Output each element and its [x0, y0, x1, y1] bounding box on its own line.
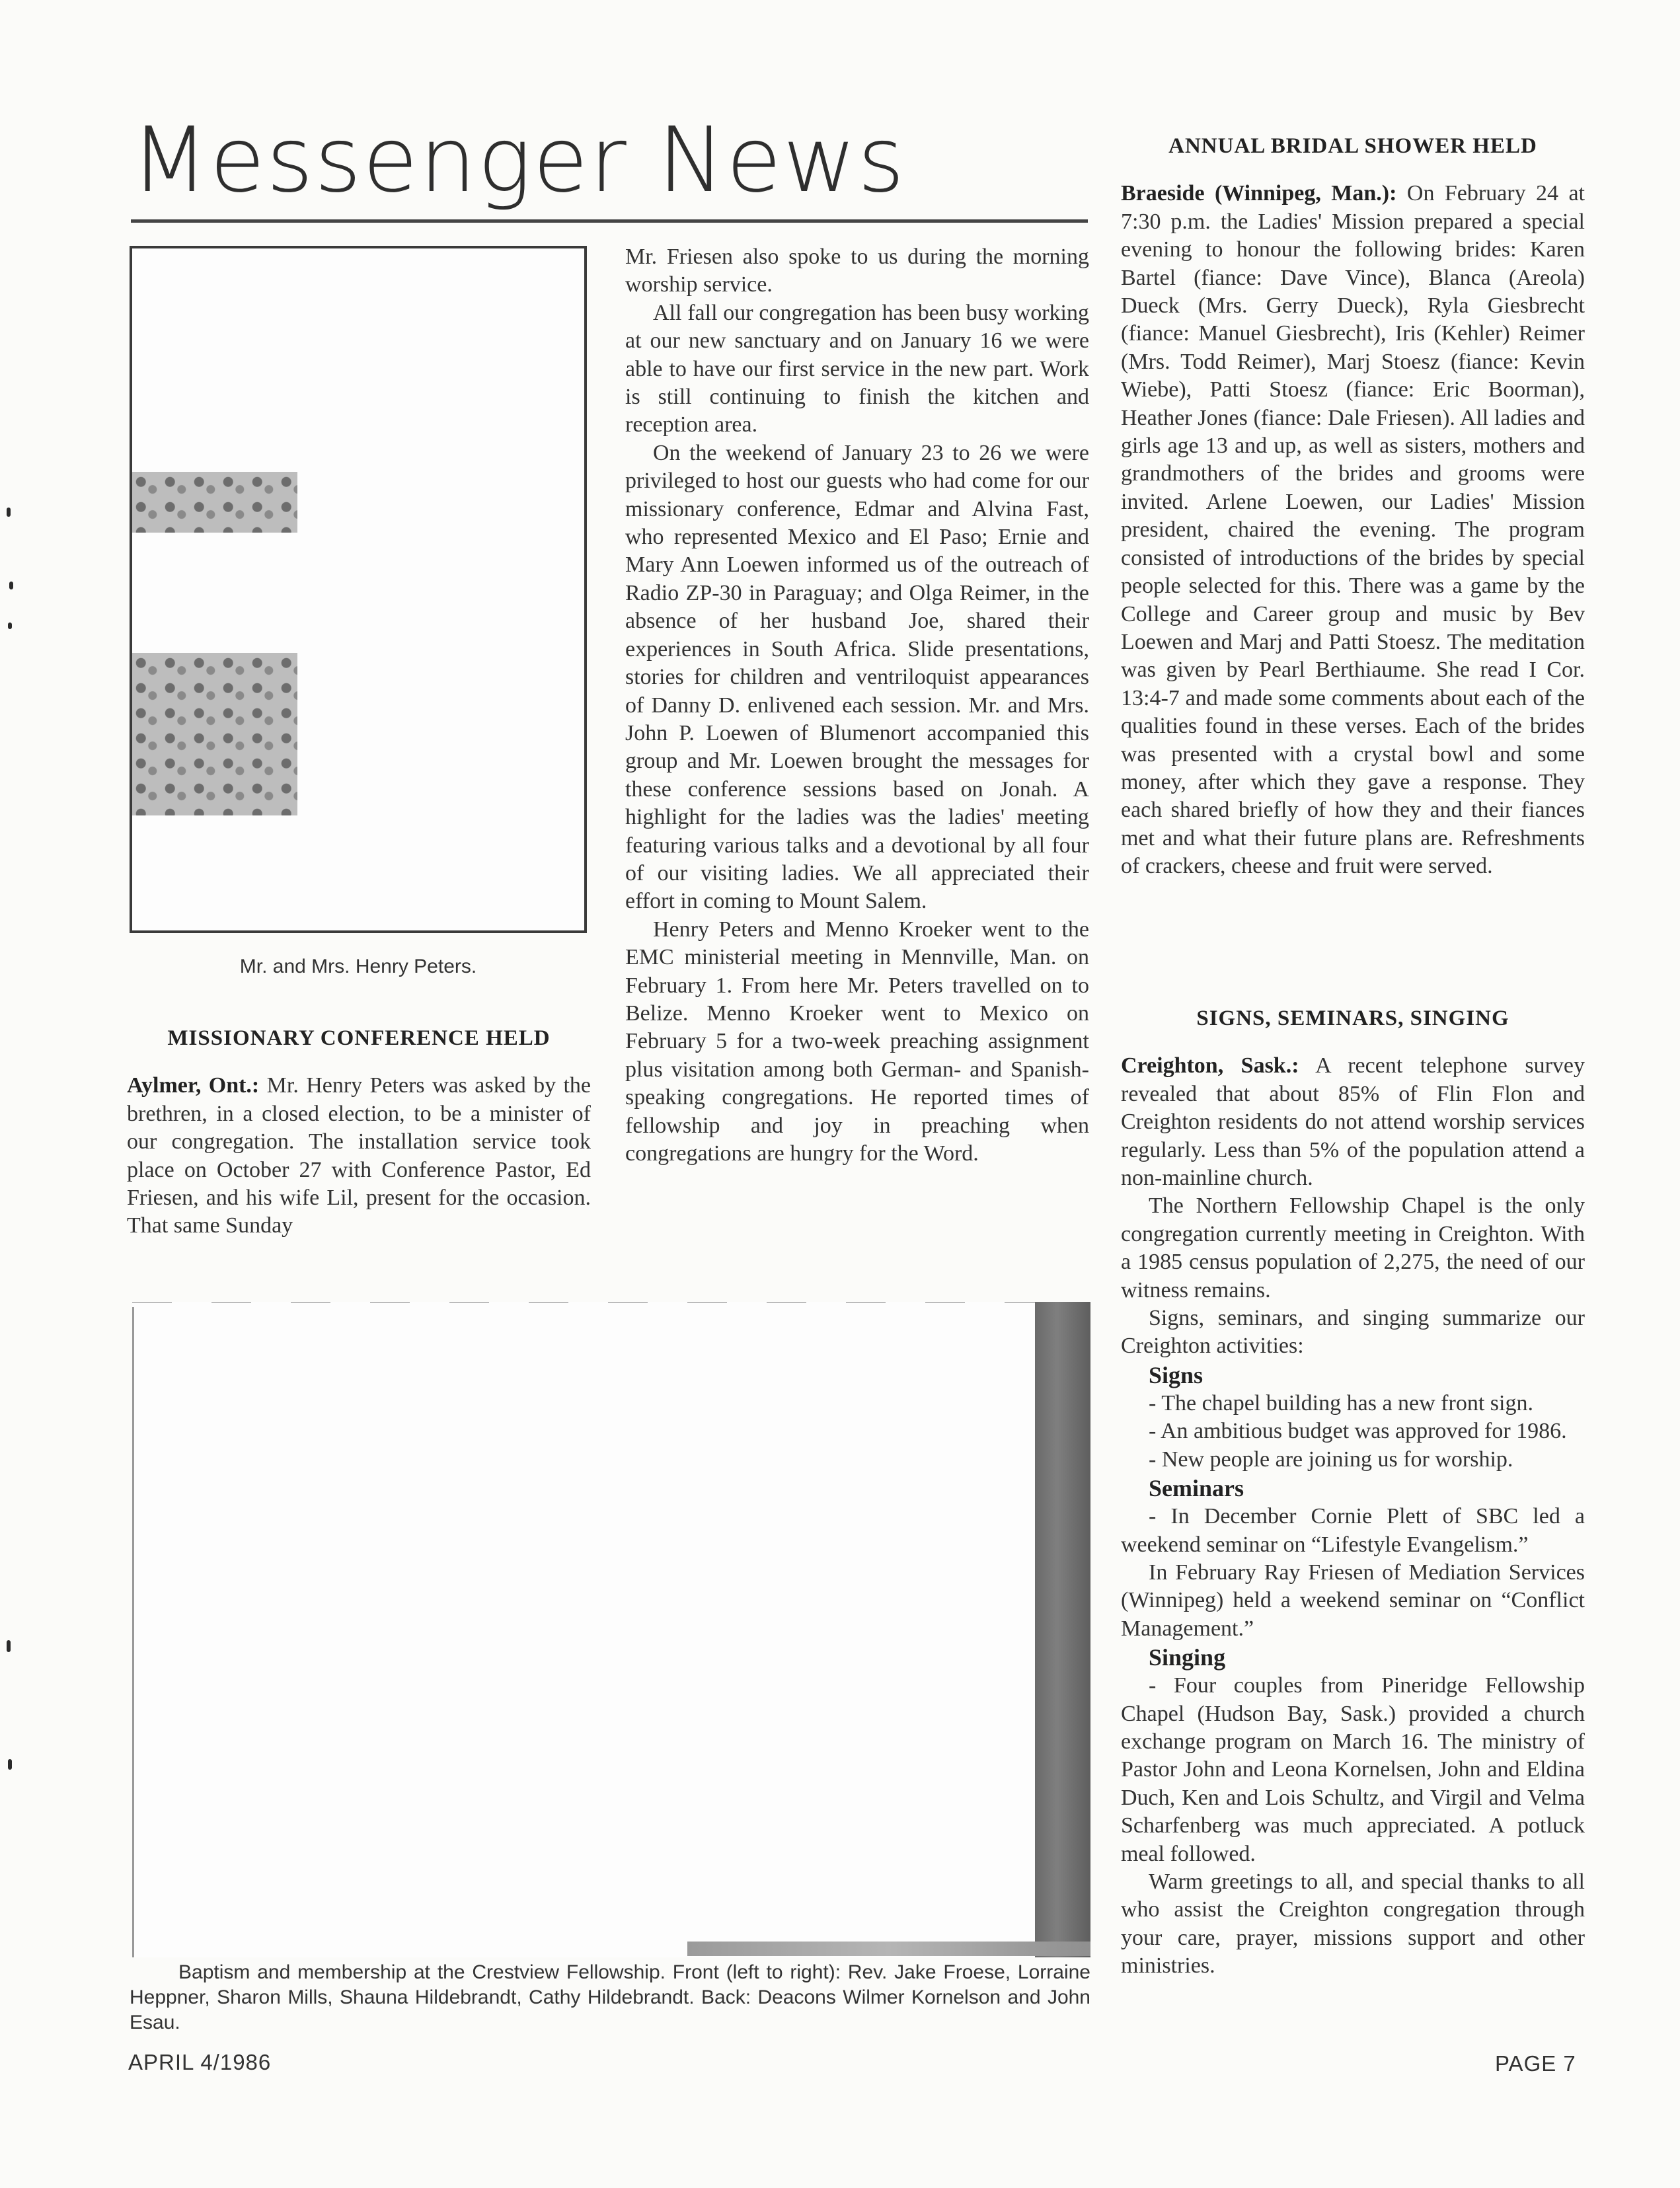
photo-caption: Baptism and membership at the Crestview Fellowship. Front (left to right): Rev. Jake Froese, Lorraine Heppner, Sharon Mills, Shauna Hildebrandt, Cathy Hildebrandt. Back: Deacons Wilmer Kornelson and John Esau.	[130, 1961, 1090, 2033]
photo-edge-top	[132, 1302, 1039, 1303]
photo-edge-right	[1035, 1302, 1090, 1957]
article-missionary-col1	[127, 1024, 591, 1240]
article-heading: MISSIONARY CONFERENCE HELD	[167, 1026, 551, 1050]
article-paragraph: Signs, seminars, and singing summarize our Creighton activities:	[1121, 1306, 1585, 1359]
subhead-seminars: Seminars	[1149, 1475, 1244, 1502]
article-paragraph: Mr. Friesen also spoke to us during the morning worship service.	[625, 245, 1089, 297]
list-item: In February Ray Friesen of Mediation Services (Winnipeg) held a weekend seminar on “Conflict Management.”	[1121, 1560, 1585, 1641]
list-item: - In December Cornie Plett of SBC led a weekend seminar on “Lifestyle Evangelism.”	[1121, 1504, 1585, 1557]
page-number: PAGE 7	[1495, 2051, 1576, 2076]
article-paragraph: Warm greetings to all, and special thanks to all who assist the Creighton congregation through your care, prayer, missions support and other ministries.	[1121, 1869, 1585, 1979]
photo-caption: Mr. and Mrs. Henry Peters.	[239, 956, 477, 977]
photo-fragment	[132, 653, 297, 815]
masthead-title: Messenger News	[131, 108, 906, 213]
margin-speck	[9, 582, 13, 589]
list-item: - The chapel building has a new front sign.	[1149, 1390, 1533, 1415]
photo-crestview-baptism	[132, 1302, 1090, 1957]
article-paragraph: Aylmer, Ont.: Mr. Henry Peters was asked by the brethren, in a closed election, to be a minister of our congregation. The installation service took place on October 27 with Conference Pastor, Ed Friesen, and his wife Lil, present for the occasion. That same Sunday	[127, 1073, 592, 1238]
dateline: Braeside (Winnipeg, Man.):	[1121, 181, 1397, 206]
article-paragraph: On the weekend of January 23 to 26 we were privileged to host our guests who had come for our missionary conference, Edmar and Alvina Fast, who represented Mexico and El Paso; Ernie and Mary Ann Loewen informed us of the outreach of Radio ZP-30 in Paraguay; and Olga Reimer, in the absence of her husband Joe, shared their experiences in South Africa. Slide presentations, stories for children and ventriloquist appearances of Danny D. enlivened each session. Mr. and Mrs. John P. Loewen of Blumenort accompanied this group and Mr. Loewen brought the messages for these conference sessions based on Jonah. A highlight for the ladies was the ladies' meeting featuring various talks and a devotional by all four of our visiting ladies. We all appreciated their effort in coming to Mount Salem.	[625, 440, 1089, 914]
article-heading: ANNUAL BRIDAL SHOWER HELD	[1168, 134, 1537, 158]
article-missionary-col2	[625, 243, 1089, 1168]
list-item: - An ambitious budget was approved for 1986.	[1149, 1419, 1567, 1444]
photo-edge-left	[132, 1307, 134, 1957]
photo-edge-bottom	[687, 1942, 1090, 1956]
article-bridal	[1121, 132, 1585, 881]
dateline: Creighton, Sask.:	[1121, 1053, 1299, 1078]
article-paragraph: The Northern Fellowship Chapel is the only congregation currently meeting in Creighton. With a 1985 census population of 2,275, the need of our witness remains.	[1121, 1193, 1585, 1302]
margin-speck	[7, 1640, 11, 1652]
margin-speck	[8, 1759, 12, 1770]
article-paragraph: Braeside (Winnipeg, Man.): On February 24 at 7:30 p.m. the Ladies' Mission prepared a special evening to honour the following brides: Karen Bartel (fiance: Dave Vince), Blanca (Areola) Dueck (Mrs. Gerry Dueck), Ryla Giesbrecht (fiance: Manuel Giesbrecht), Iris (Kehler) Reimer (Mrs. Todd Reimer), Marj Stoesz (fiance: Kevin Wiebe), Patti Stoesz (fiance: Eric Boorman), Heather Jones (fiance: Dale Friesen). All ladies and girls age 13 and up, as well as sisters, mothers and grandmothers of the brides and grooms were invited. Arlene Loewen, our Ladies' Mission president, chaired the evening. The program consisted of introductions of the brides by special people selected for this. There was a game by the College and Career group and music by Bev Loewen and Marj and Patti Stoesz. The meditation was given by Pearl Berthiaume. She read I Cor. 13:4-7 and made some comments about each of the qualities found in these verses. Each of the brides was presented with a crystal bowl and some money, after which they gave a response. They each shared briefly of how they and their fiances met and what their future plans are. Refreshments of crackers, cheese and fruit were served.	[1121, 181, 1585, 879]
article-paragraph: Creighton, Sask.: A recent telephone survey revealed that about 85% of Flin Flon and Creighton residents do not attend worship services regularly. Less than 5% of the population attend a non-mainline church.	[1121, 1053, 1585, 1191]
margin-speck	[7, 508, 11, 517]
photo-henry-peters	[130, 246, 587, 933]
masthead-rule	[131, 219, 1088, 223]
list-item: - New people are joining us for worship.	[1149, 1447, 1513, 1472]
photo-fragment	[132, 472, 297, 533]
article-heading: SIGNS, SEMINARS, SINGING	[1196, 1006, 1509, 1030]
subhead-singing: Singing	[1149, 1644, 1226, 1671]
article-paragraph: Henry Peters and Menno Kroeker went to the EMC ministerial meeting in Mennville, Man. on February 1. From here Mr. Peters travelled on to Belize. Menno Kroeker went to Mexico on February 5 for a two-week preaching assignment plus visitation among both German- and Spanish-speaking congregations. He reported times of fellowship and joy in preaching when congregations are hungry for the Word.	[625, 917, 1089, 1166]
subhead-signs: Signs	[1149, 1361, 1203, 1388]
dateline: Aylmer, Ont.:	[127, 1073, 260, 1098]
article-paragraph: All fall our congregation has been busy working at our new sanctuary and on January 16 we were able to have our first service in the new part. Work is still continuing to finish the kitchen and reception area.	[625, 300, 1089, 437]
list-item: - Four couples from Pineridge Fellowship Chapel (Hudson Bay, Sask.) provided a church exchange program on March 16. The ministry of Pastor John and Leona Kornelsen, John and Eldina Duch, Ken and Lois Schultz, and Virgil and Velma Scharfenberg was much appreciated. A potluck meal followed.	[1121, 1673, 1585, 1866]
article-signs	[1121, 1004, 1585, 1981]
margin-speck	[8, 622, 12, 629]
issue-date: APRIL 4/1986	[128, 2050, 272, 2074]
